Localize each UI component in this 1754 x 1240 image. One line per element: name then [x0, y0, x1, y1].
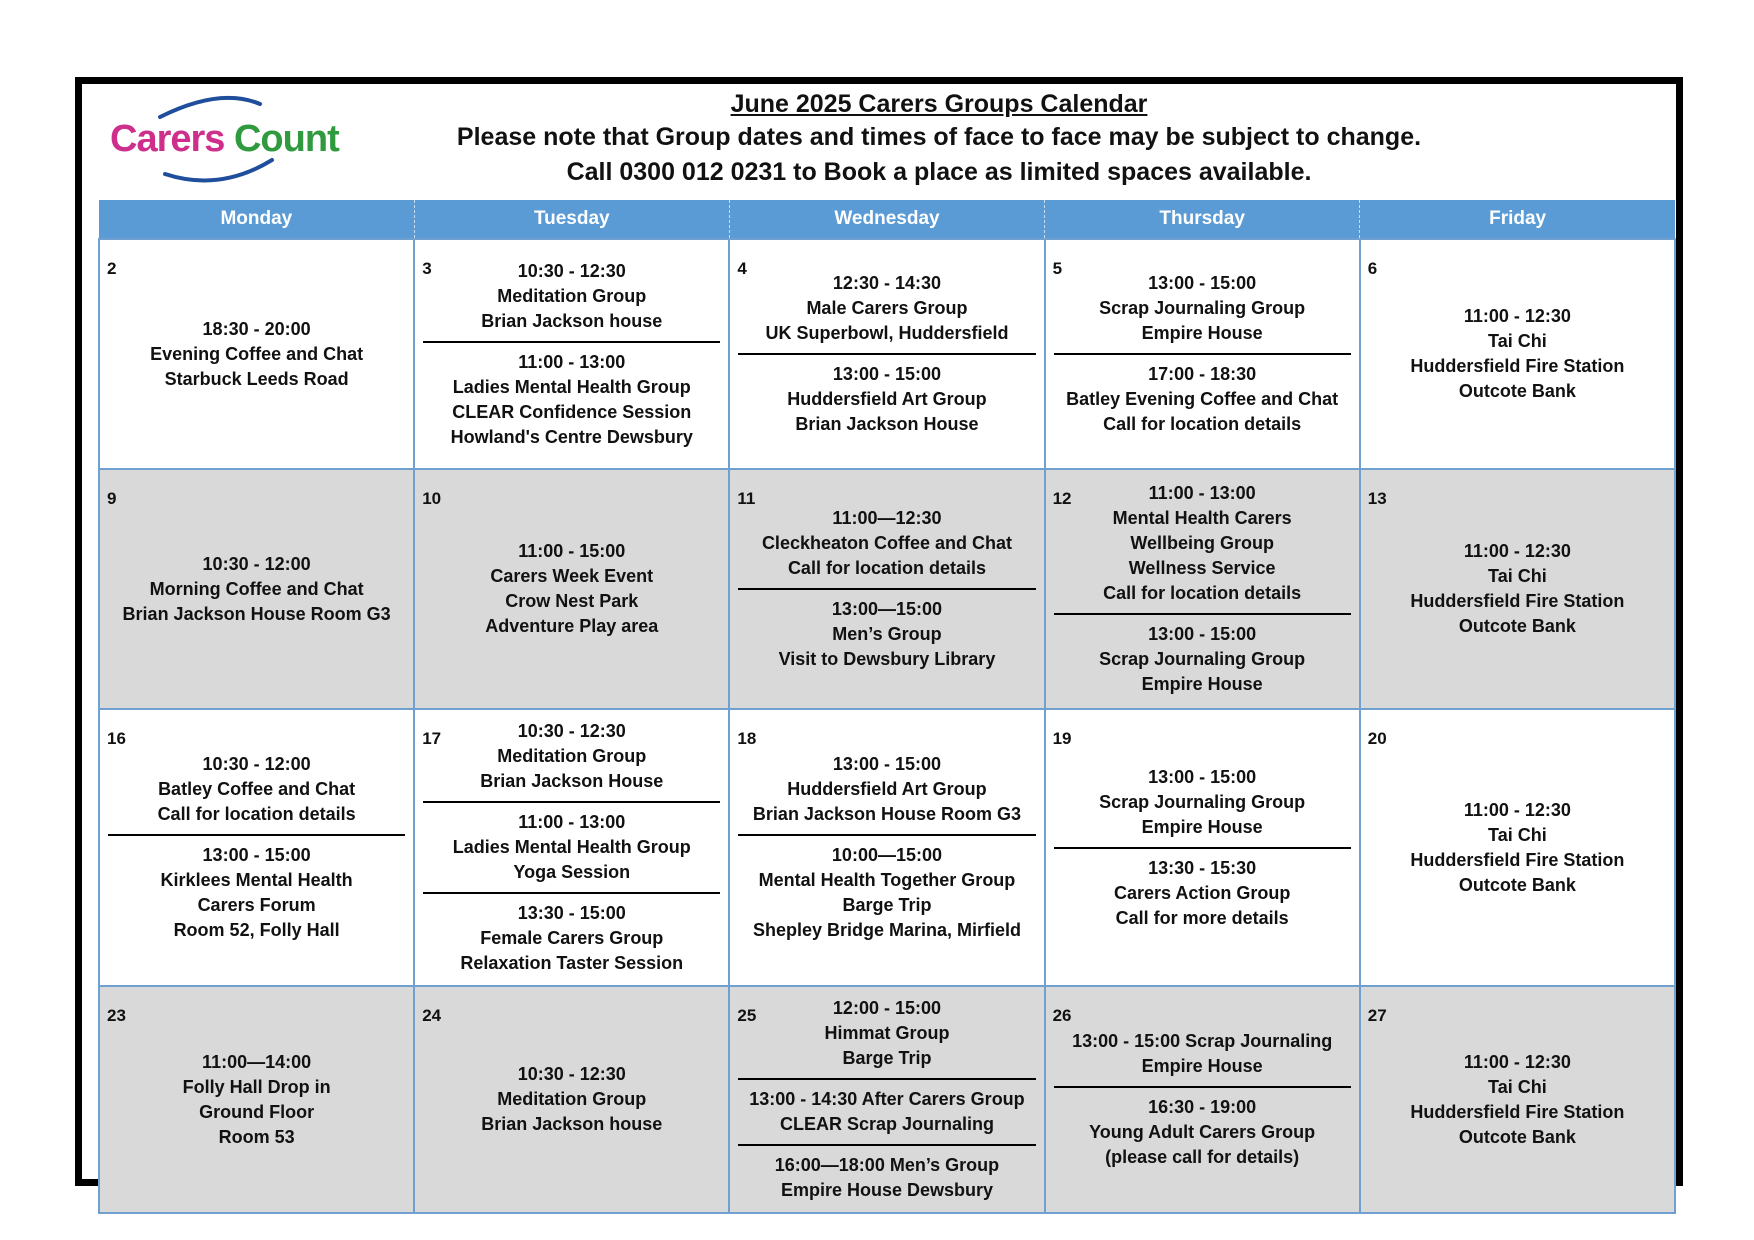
event-time: 13:00 - 15:00	[832, 364, 941, 384]
calendar-week-row	[99, 709, 1675, 986]
day-events	[415, 470, 728, 708]
event-entry	[738, 268, 1035, 349]
event-detail: Evening Coffee and Chat	[150, 343, 364, 364]
event-time: 11:00 - 12:30	[1463, 306, 1571, 326]
event-entry	[1054, 268, 1351, 349]
event-time: 11:00—12:30	[832, 508, 942, 528]
page-title: June 2025 Carers Groups Calendar	[730, 90, 1148, 118]
weekday-header-row	[99, 200, 1675, 239]
event-detail: CLEAR Confidence Session	[452, 401, 692, 422]
event-time: 13:00 - 15:00	[832, 754, 941, 774]
event-detail: Adventure Play area	[485, 616, 659, 636]
event-time: 11:00 - 12:30	[1463, 1051, 1571, 1072]
day-events	[1361, 710, 1674, 985]
event-time: 13:00 - 15:00	[1148, 624, 1257, 644]
event-entry	[1054, 1026, 1351, 1082]
event-detail: Howland's Centre Dewsbury	[450, 426, 693, 447]
event-time: 13:00 - 15:00	[202, 845, 311, 865]
event-detail: Meditation Group	[497, 1089, 647, 1109]
day-events	[730, 987, 1043, 1212]
calendar-day-cell	[1045, 239, 1360, 469]
event-time: 13:30 - 15:00	[517, 903, 626, 923]
event-detail: Call for location details	[157, 804, 356, 824]
event-entry	[1054, 613, 1351, 700]
event-detail: Room 52, Folly Hall	[173, 920, 340, 940]
day-events	[1361, 240, 1674, 468]
event-time: 16:30 - 19:00	[1148, 1097, 1257, 1117]
event-detail: Young Adult Carers Group	[1089, 1122, 1316, 1142]
event-entry	[1054, 1086, 1351, 1173]
event-time: 12:30 - 14:30	[832, 273, 941, 293]
event-time: 10:30 - 12:00	[202, 553, 311, 574]
event-detail: Batley Coffee and Chat	[158, 779, 356, 799]
day-events	[1046, 470, 1359, 708]
event-entry	[423, 1059, 720, 1140]
calendar-frame	[75, 77, 1683, 1200]
event-time: 13:00—15:00	[831, 599, 942, 619]
event-detail: Outcote Bank	[1458, 616, 1576, 636]
event-time: 11:00 - 15:00	[518, 541, 626, 561]
logo-word-carers: Carers	[110, 118, 225, 160]
calendar-day-cell	[1360, 986, 1675, 1213]
day-events	[1046, 710, 1359, 985]
weekday-header: Tuesday	[414, 200, 729, 239]
event-entry	[738, 993, 1035, 1074]
day-number: 17	[422, 729, 442, 748]
event-detail: Outcote Bank	[1458, 381, 1576, 401]
day-number: 13	[1367, 489, 1387, 508]
day-number: 3	[422, 259, 432, 278]
event-detail: Call for more details	[1115, 907, 1289, 928]
day-events	[100, 987, 413, 1212]
day-number: 16	[107, 729, 126, 748]
event-time: 17:00 - 18:30	[1148, 364, 1257, 384]
calendar-day-cell	[414, 239, 729, 469]
event-detail: Mental Health Carers	[1112, 508, 1292, 528]
event-detail: Visit to Dewsbury Library	[778, 649, 996, 669]
calendar-week-row	[99, 986, 1675, 1213]
event-detail: Call for location details	[1103, 414, 1302, 434]
day-number: 20	[1367, 729, 1387, 748]
calendar-day-cell	[99, 469, 414, 709]
day-events	[1046, 987, 1359, 1212]
event-detail: Cleckheaton Coffee and Chat	[761, 533, 1012, 553]
event-entry	[1369, 795, 1666, 901]
day-events	[415, 710, 728, 985]
day-events	[1046, 240, 1359, 468]
event-detail: Kirklees Mental Health	[160, 870, 353, 890]
calendar-day-cell	[99, 709, 414, 986]
calendar-table	[98, 200, 1676, 1214]
day-events	[100, 240, 413, 468]
notice-line-2: Call 0300 012 0231 to Book a place as limited spaces available.	[566, 158, 1312, 186]
event-time: 10:30 - 12:00	[202, 754, 311, 774]
day-events	[415, 240, 728, 468]
event-detail: Tai Chi	[1488, 824, 1547, 845]
event-time: 13:00 - 15:00	[1148, 273, 1257, 293]
event-detail: CLEAR Scrap Journaling	[779, 1114, 994, 1134]
event-detail: Shepley Bridge Marina, Mirfield	[752, 920, 1021, 940]
event-detail: Empire House	[1141, 816, 1263, 837]
weekday-header: Thursday	[1045, 200, 1360, 239]
event-detail: Batley Evening Coffee and Chat	[1066, 389, 1339, 409]
day-number: 23	[107, 1006, 126, 1025]
calendar-day-cell	[729, 469, 1044, 709]
event-detail: Scrap Journaling Group	[1099, 649, 1306, 669]
event-detail: Brian Jackson House Room G3	[122, 603, 391, 624]
event-detail: Scrap Journaling Group	[1099, 791, 1306, 812]
event-entry	[423, 892, 720, 979]
event-detail: Carers Forum	[197, 895, 316, 915]
event-entry	[1369, 1047, 1666, 1153]
event-detail: Folly Hall Drop in	[182, 1076, 331, 1097]
event-time: 11:00 - 13:00	[1148, 483, 1256, 503]
event-detail: Brian Jackson House Room G3	[752, 804, 1021, 824]
event-detail: Ladies Mental Health Group	[452, 837, 691, 857]
day-number: 12	[1052, 489, 1072, 508]
event-detail: Huddersfield Fire Station	[1410, 356, 1625, 376]
event-time: 10:30 - 12:30	[517, 260, 626, 281]
calendar-day-cell	[414, 469, 729, 709]
event-detail: Carers Action Group	[1113, 882, 1291, 903]
weekday-header: Monday	[99, 200, 414, 239]
day-number: 10	[422, 489, 442, 508]
event-detail: Outcote Bank	[1458, 1126, 1576, 1147]
day-number: 18	[737, 729, 757, 748]
day-number: 5	[1052, 259, 1063, 278]
event-detail: Morning Coffee and Chat	[149, 578, 364, 599]
event-detail: UK Superbowl, Huddersfield	[765, 323, 1009, 343]
event-entry	[738, 749, 1035, 830]
event-detail: Huddersfield Fire Station	[1410, 849, 1625, 870]
calendar-day-cell	[414, 986, 729, 1213]
calendar-day-cell	[99, 239, 414, 469]
event-detail: Wellness Service	[1128, 558, 1276, 578]
event-entry	[108, 834, 405, 946]
event-detail: Brian Jackson house	[481, 1114, 663, 1134]
event-detail: Ground Floor	[199, 1101, 315, 1122]
event-detail: Brian Jackson House	[480, 771, 664, 791]
event-detail: Empire House	[1141, 674, 1263, 694]
calendar-day-cell	[1360, 469, 1675, 709]
event-entry	[1369, 301, 1666, 407]
day-number: 27	[1367, 1006, 1387, 1025]
day-events	[415, 987, 728, 1212]
event-time: 13:30 - 15:30	[1148, 857, 1257, 878]
event-detail: Crow Nest Park	[505, 591, 639, 611]
event-detail: Starbuck Leeds Road	[164, 368, 349, 389]
event-entry	[108, 749, 405, 830]
logo-wordmark	[110, 118, 339, 161]
event-detail: Empire House	[1141, 323, 1263, 343]
day-events	[1361, 470, 1674, 708]
event-entry	[738, 1144, 1035, 1206]
event-detail: Huddersfield Fire Station	[1410, 591, 1625, 611]
calendar-day-cell	[1360, 239, 1675, 469]
event-time: 11:00 - 12:30	[1463, 541, 1571, 561]
event-time: 13:00 - 15:00	[1148, 766, 1257, 787]
event-time: 10:00—15:00	[831, 845, 942, 865]
event-detail: Yoga Session	[513, 862, 631, 882]
event-detail: Scrap Journaling Group	[1099, 298, 1306, 318]
event-detail: Himmat Group	[824, 1023, 950, 1043]
calendar-day-cell	[1360, 709, 1675, 986]
event-detail: Meditation Group	[497, 746, 647, 766]
event-detail: Brian Jackson House	[795, 414, 979, 434]
event-detail: Meditation Group	[497, 285, 647, 306]
page-header	[332, 88, 1546, 190]
event-detail: Brian Jackson house	[481, 310, 663, 331]
event-detail: Empire House Dewsbury	[780, 1180, 993, 1200]
event-detail: Ladies Mental Health Group	[452, 376, 691, 397]
event-entry	[108, 314, 405, 395]
day-number: 25	[737, 1006, 757, 1025]
calendar-day-cell	[99, 986, 414, 1213]
calendar-week-row	[99, 239, 1675, 469]
event-detail: Male Carers Group	[806, 298, 968, 318]
event-entry	[423, 536, 720, 642]
event-detail: Outcote Bank	[1458, 874, 1576, 895]
event-entry	[1054, 478, 1351, 609]
event-detail: Empire House	[1141, 1056, 1263, 1076]
weekday-header: Friday	[1360, 200, 1675, 239]
event-detail: Room 53	[218, 1126, 295, 1147]
event-detail: Call for location details	[1103, 583, 1302, 603]
day-events	[100, 470, 413, 708]
event-detail: Barge Trip	[842, 1048, 932, 1068]
event-time: 16:00—18:00 Men’s Group	[774, 1155, 1000, 1175]
calendar-day-cell	[729, 709, 1044, 986]
notice-line-1: Please note that Group dates and times of face to face may be subject to change.	[456, 123, 1422, 151]
day-number: 9	[107, 489, 117, 508]
event-entry	[1054, 762, 1351, 843]
event-detail: Wellbeing Group	[1130, 533, 1274, 553]
event-time: 10:30 - 12:30	[517, 721, 626, 741]
event-entry	[738, 503, 1035, 584]
event-time: 11:00—14:00	[202, 1051, 312, 1072]
event-entry	[108, 1047, 405, 1153]
day-events	[730, 470, 1043, 708]
day-number: 24	[422, 1006, 442, 1025]
event-entry	[738, 1078, 1035, 1140]
day-number: 4	[737, 259, 747, 278]
calendar-week-row	[99, 469, 1675, 709]
event-time: 13:00 - 15:00 Scrap Journaling	[1072, 1031, 1333, 1051]
event-entry	[423, 801, 720, 888]
day-events	[730, 240, 1043, 468]
event-entry	[423, 256, 720, 337]
event-time: 13:00 - 14:30 After Carers Group	[749, 1089, 1025, 1109]
calendar-day-cell	[414, 709, 729, 986]
event-detail: Huddersfield Art Group	[787, 389, 987, 409]
calendar-day-cell	[1045, 986, 1360, 1213]
event-detail: Mental Health Together Group	[758, 870, 1016, 890]
event-time: 11:00 - 13:00	[518, 812, 626, 832]
event-time: 10:30 - 12:30	[517, 1064, 626, 1084]
day-number: 2	[107, 259, 117, 278]
event-entry	[738, 353, 1035, 440]
event-detail: Tai Chi	[1488, 331, 1547, 351]
event-entry	[738, 834, 1035, 946]
event-entry	[738, 588, 1035, 675]
weekday-header: Wednesday	[729, 200, 1044, 239]
event-detail: Female Carers Group	[480, 928, 664, 948]
event-time: 11:00 - 12:30	[1463, 799, 1571, 820]
calendar-day-cell	[729, 986, 1044, 1213]
event-entry	[1054, 353, 1351, 440]
event-detail: Tai Chi	[1488, 1076, 1547, 1097]
day-number: 19	[1052, 729, 1072, 748]
event-time: 11:00 - 13:00	[518, 351, 626, 372]
event-detail: Huddersfield Art Group	[787, 779, 987, 799]
day-events	[1361, 987, 1674, 1212]
event-entry	[423, 341, 720, 453]
day-number: 26	[1052, 1006, 1072, 1025]
event-detail: Carers Week Event	[490, 566, 654, 586]
event-detail: Call for location details	[787, 558, 986, 578]
carers-count-logo	[100, 92, 340, 192]
day-events	[100, 710, 413, 985]
calendar-day-cell	[1045, 469, 1360, 709]
event-detail: Men’s Group	[832, 624, 942, 644]
logo-word-count: Count	[233, 118, 339, 160]
event-detail: (please call for details)	[1105, 1147, 1300, 1167]
event-time: 12:00 - 15:00	[832, 998, 941, 1018]
event-time: 18:30 - 20:00	[202, 318, 311, 339]
event-entry	[423, 716, 720, 797]
calendar-day-cell	[1045, 709, 1360, 986]
event-detail: Tai Chi	[1488, 566, 1547, 586]
event-entry	[1369, 536, 1666, 642]
day-number: 11	[737, 489, 756, 508]
event-entry	[1054, 847, 1351, 934]
event-detail: Huddersfield Fire Station	[1410, 1101, 1625, 1122]
calendar-day-cell	[729, 239, 1044, 469]
event-detail: Relaxation Taster Session	[460, 953, 684, 973]
day-events	[730, 710, 1043, 985]
day-number: 6	[1367, 259, 1378, 278]
event-entry	[108, 549, 405, 630]
event-detail: Barge Trip	[842, 895, 932, 915]
